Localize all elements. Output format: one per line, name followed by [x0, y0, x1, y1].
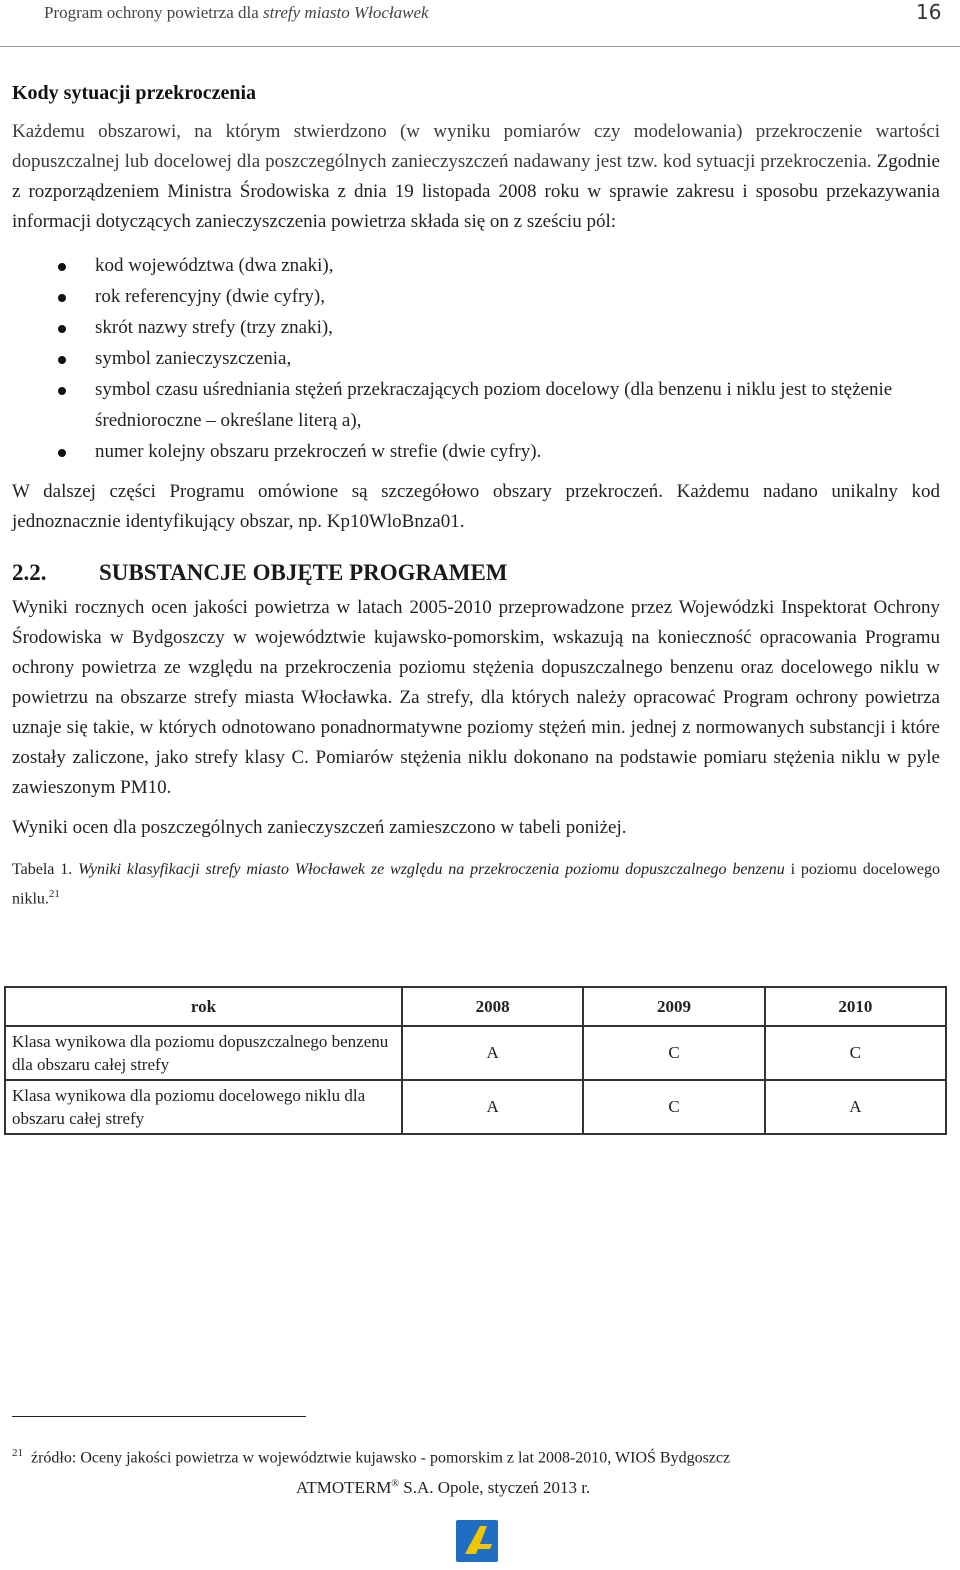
- table-cell: C: [583, 1080, 764, 1134]
- table-row: [5, 1026, 946, 1080]
- table-cell: A: [402, 1080, 583, 1134]
- table-row-label: Klasa wynikowa dla poziomu docelowego niklu dla obszaru całej strefy: [5, 1080, 402, 1134]
- header-title-italic: strefy miasto Włocławek: [263, 3, 429, 22]
- list-item: rok referencyjny (dwie cyfry),: [12, 281, 940, 312]
- paragraph-kody-intro: [12, 117, 940, 237]
- header-title: [44, 3, 429, 23]
- company-location-date: S.A. Opole, styczeń 2013 r.: [399, 1478, 591, 1497]
- list-item: numer kolejny obszaru przekroczeń w strefie (dwie cyfry).: [12, 436, 940, 467]
- page-number: 16: [916, 0, 942, 24]
- classification-table: [4, 986, 947, 1135]
- footnote-text: źródło: Oceny jakości powietrza w województwie kujawsko - pomorskim z lat 2008-2010, WIOŚ Bydgoszcz: [31, 1449, 731, 1467]
- table-caption-italic: Wyniki klasyfikacji strefy miasto Włocławek ze względu na przekroczenia poziomu dopuszczalnego benzenu: [78, 861, 785, 878]
- company-footer: [296, 1478, 590, 1498]
- list-item: symbol czasu uśredniania stężeń przekraczających poziom docelowy (dla benzenu i niklu jest to stężenie średnioroczne – określane literą a),: [12, 374, 940, 436]
- section-heading-substancje: [12, 557, 940, 589]
- footnote-divider: [12, 1416, 306, 1417]
- table-header-row: [5, 987, 946, 1026]
- paragraph-substancje-results: Wyniki rocznych ocen jakości powietrza w latach 2005-2010 przeprowadzone przez Wojewódzki Inspektorat Ochrony Środowiska w Bydgoszczy w województwie kujawsko-pomorskim, wskazują na konieczność opracowania Programu ochrony powietrza ze względu na przekroczenia poziomu stężenia dopuszczalnego benzenu oraz docelowego niklu w powietrzu na obszarze strefy miasta Włocławka. Za strefy, dla których należy opracować Program ochrony powietrza uznaje się takie, w których odnotowano ponadnormatywne poziomy stężeń min. jednej z normowanych substancji i które zostały zaliczone, jako strefy klasy C. Pomiarów stężenia niklu dokonano na podstawie pomiaru stężenia niklu w pyle zawieszonym PM10.: [12, 597, 940, 798]
- table-caption-rest: i poziomu docelowego niklu.: [12, 861, 940, 908]
- table-cell: C: [583, 1026, 764, 1080]
- table-row: [5, 1080, 946, 1134]
- section-title: SUBSTANCJE OBJĘTE PROGRAMEM: [99, 560, 508, 585]
- code-fields-list: [12, 250, 940, 467]
- list-item: symbol zanieczyszczenia,: [12, 343, 940, 374]
- table-cell: A: [765, 1080, 946, 1134]
- section-number: 2.2.: [12, 560, 47, 585]
- paragraph-kody-rest: Zgodnie z rozporządzeniem Ministra Środowiska z dnia 19 listopada 2008 roku w sprawie zakresu i sposobu przekazywania informacji dotyczących zanieczyszczenia powietrza składa się on z sześciu pól:: [12, 151, 940, 232]
- paragraph-kody-unique: W dalszej części Programu omówione są szczegółowo obszary przekroczeń. Każdemu nadano unikalny kod jednoznacznie identyfikujący obszar, np. Kp10WloBnza01.: [12, 481, 940, 532]
- table-caption: [12, 857, 940, 911]
- table-caption-label: Tabela 1.: [12, 861, 79, 878]
- registered-mark: ®: [391, 1478, 400, 1490]
- list-item: kod województwa (dwa znaki),: [12, 250, 940, 281]
- table-header-cell: rok: [5, 987, 402, 1026]
- header-title-prefix: Program ochrony powietrza dla: [44, 3, 264, 22]
- table-header-cell: 2009: [583, 987, 764, 1026]
- paragraph-kody-lead: Każdemu obszarowi, na którym stwierdzono (w wyniku pomiarów czy modelowania) przekroczenie wartości dopuszczalnej lub docelowej dla poszczególnych zanieczyszczeń nadawany jest tzw. kod sytuacji przekroczenia.: [12, 121, 940, 172]
- table-cell: C: [765, 1026, 946, 1080]
- company-name: ATMOTERM: [296, 1478, 392, 1497]
- footnote: [12, 1441, 730, 1470]
- page-header: [0, 0, 960, 47]
- table-caption-footnote-ref: 21: [48, 888, 60, 900]
- main-content: [12, 78, 940, 911]
- atmoterm-logo-icon: [456, 1520, 498, 1562]
- table-header-cell: 2010: [765, 987, 946, 1026]
- section-heading-kody: Kody sytuacji przekroczenia: [12, 82, 257, 104]
- table-row-label: Klasa wynikowa dla poziomu dopuszczalnego benzenu dla obszaru całej strefy: [5, 1026, 402, 1080]
- table-header-cell: 2008: [402, 987, 583, 1026]
- list-item: skrót nazwy strefy (trzy znaki),: [12, 312, 940, 343]
- table-cell: A: [402, 1026, 583, 1080]
- footnote-number: 21: [12, 1447, 23, 1459]
- logo-bar: [468, 1544, 492, 1549]
- paragraph-substancje-table-intro: Wyniki ocen dla poszczególnych zanieczyszczeń zamieszczono w tabeli poniżej.: [12, 817, 627, 838]
